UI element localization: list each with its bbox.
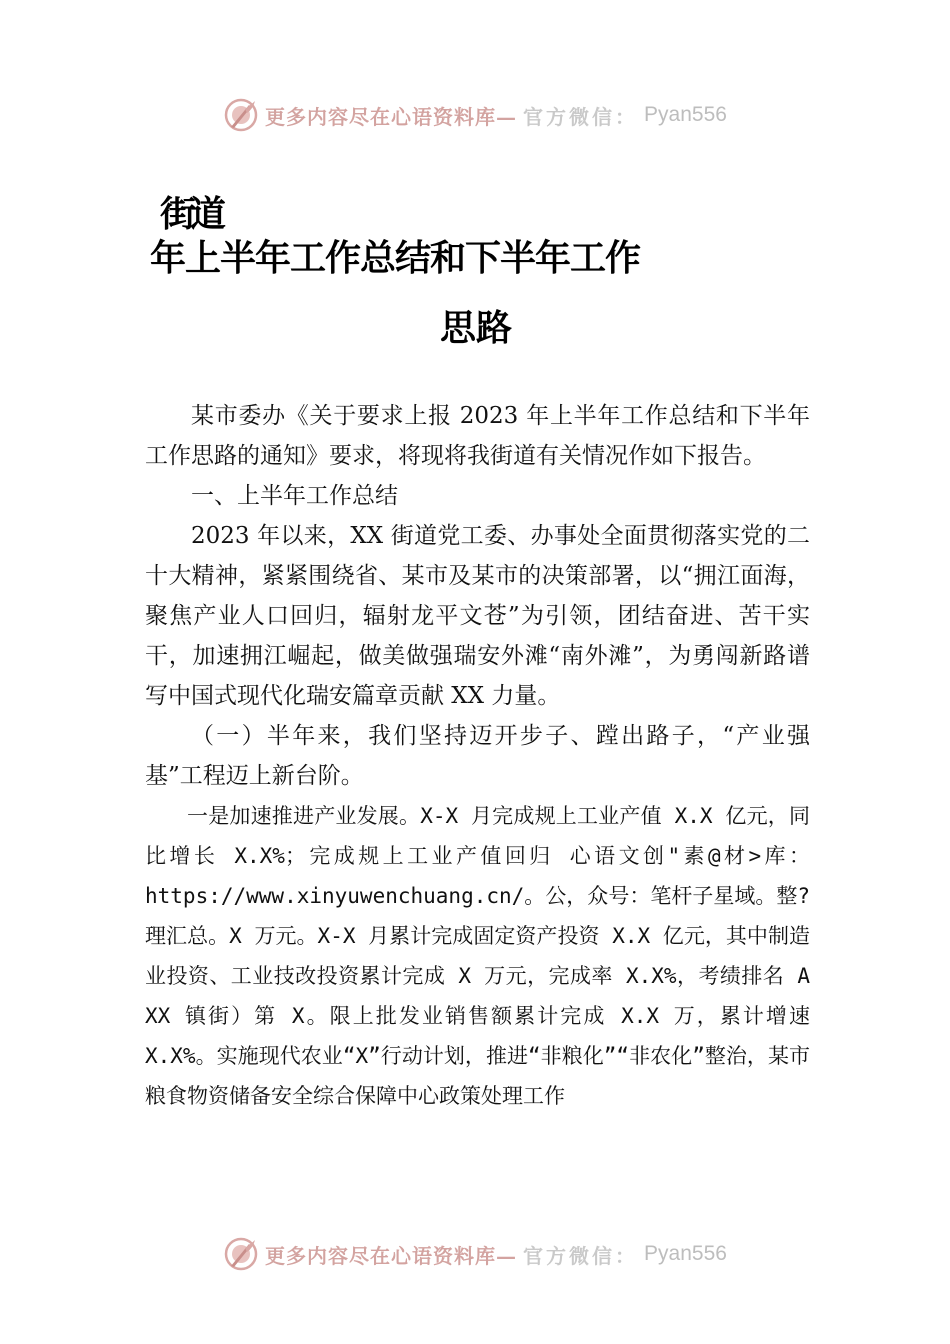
section-heading-1: 一、上半年工作总结: [191, 483, 398, 509]
paragraph-industry: 一是加速推进产业发展。X-X 月完成规上工业产值 X.X 亿元，同比增长 X.X%；完成规上工业产值回归 心语文创"素@材>库：https://www.xinyuwenchuang.cn/。公，众号：笔杆子星域。整?理汇总。X 万元。X-X 月累计完成固定资产投资 X.X 亿元，其中制造业投资、工业技改投资累计完成 X 万元，完成率 X.X%，考绩排名 A XX 镇街）第 X。限上批发业销售额累计完成 X.X 万，累计增速 X.X%。实施现代农业“X”行动计划，推进“非粮化”“非农化”整治，某市粮食物资储备安全综合保障中心政策处理工作: [145, 804, 810, 1108]
document-title-line-3: 思路: [440, 307, 513, 349]
watermark-header: [0, 95, 950, 135]
feather-pen-logo-icon: [223, 1236, 259, 1272]
watermark-wechat-label: 官方微信：: [523, 104, 639, 129]
document-body: [145, 396, 810, 1116]
paragraph-intro: 某市委办《关于要求上报 2023 年上半年工作总结和下半年工作思路的通知》要求，将现将我街道有关情况作如下报告。: [145, 403, 810, 469]
document-title-line-2: 年上半年工作总结和下半年工作: [150, 237, 641, 279]
document-title-line-1: 街道: [160, 193, 221, 235]
feather-pen-logo-icon: [223, 97, 259, 133]
watermark-wechat-id: Pyan556: [644, 1242, 727, 1265]
subsection-heading-1: （一）半年来，我们坚持迈开步子、蹚出路子，“产业强基”工程迈上新台阶。: [145, 723, 810, 789]
watermark-wechat-label: 官方微信：: [523, 1243, 639, 1268]
watermark-wechat-id: Pyan556: [644, 103, 727, 126]
watermark-text: 更多内容尽在心语资料库—: [265, 1243, 518, 1268]
watermark-footer: [0, 1234, 950, 1274]
paragraph-overview: 2023 年以来，XX 街道党工委、办事处全面贯彻落实党的二十大精神，紧紧围绕省、某市及某市的决策部署，以“拥江面海，聚焦产业人口回归，辐射龙平文苍”为引领，团结奋进、苦干实干，加速拥江崛起，做美做强瑞安外滩“南外滩”，为勇闯新路谱写中国式现代化瑞安篇章贡献 XX 力量。: [145, 523, 810, 709]
watermark-text: 更多内容尽在心语资料库—: [265, 104, 518, 129]
